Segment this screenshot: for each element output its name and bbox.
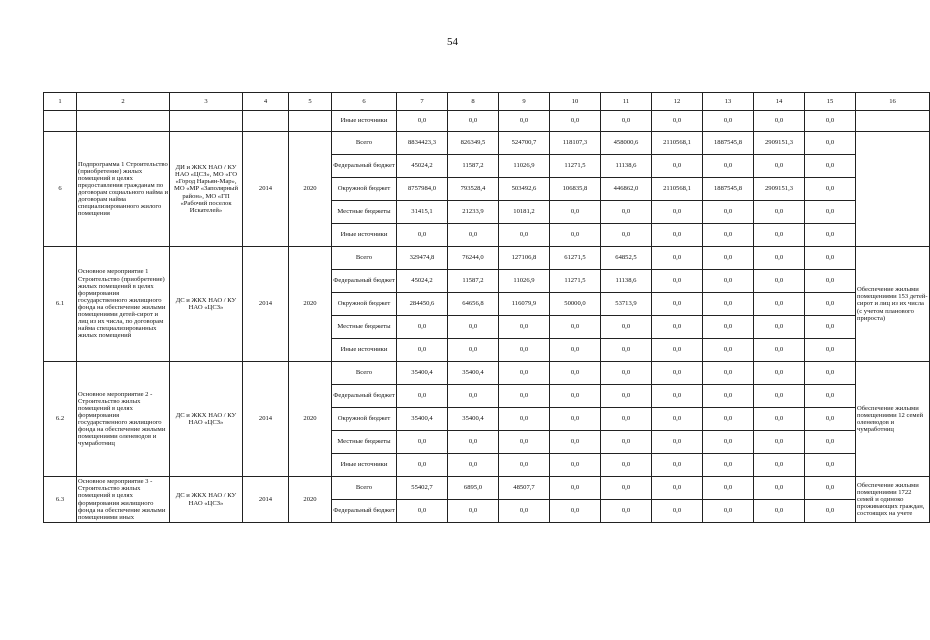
value-cell: 0,0 <box>601 408 652 431</box>
column-header: 10 <box>550 93 601 111</box>
value-cell: 0,0 <box>703 247 754 270</box>
value-cell: 64852,5 <box>601 247 652 270</box>
value-cell: 11587,2 <box>448 155 499 178</box>
value-cell: 0,0 <box>703 111 754 132</box>
value-cell: 0,0 <box>499 362 550 385</box>
value-cell: 0,0 <box>652 247 703 270</box>
value-cell: 329474,8 <box>397 247 448 270</box>
expected-result: Обеспечение жилыми помещениями 153 детей-сирот и лиц из их числа (с учетом планового прироста) <box>856 247 930 362</box>
value-cell: 0,0 <box>652 201 703 224</box>
value-cell: 0,0 <box>601 454 652 477</box>
column-header: 15 <box>805 93 856 111</box>
funding-source: Иные источники <box>332 224 397 247</box>
empty-cell <box>77 111 170 132</box>
value-cell: 0,0 <box>754 224 805 247</box>
value-cell: 0,0 <box>448 224 499 247</box>
start-year: 2014 <box>243 132 289 247</box>
value-cell: 0,0 <box>397 224 448 247</box>
empty-cell <box>243 111 289 132</box>
value-cell: 0,0 <box>550 111 601 132</box>
column-header: 8 <box>448 93 499 111</box>
value-cell: 0,0 <box>652 362 703 385</box>
value-cell: 0,0 <box>805 385 856 408</box>
value-cell: 0,0 <box>805 224 856 247</box>
value-cell: 0,0 <box>397 385 448 408</box>
start-year: 2014 <box>243 477 289 523</box>
value-cell: 0,0 <box>601 500 652 523</box>
value-cell: 0,0 <box>550 431 601 454</box>
end-year: 2020 <box>289 477 332 523</box>
value-cell: 0,0 <box>703 500 754 523</box>
value-cell: 0,0 <box>550 201 601 224</box>
value-cell: 0,0 <box>448 111 499 132</box>
funding-source: Местные бюджеты <box>332 316 397 339</box>
value-cell: 0,0 <box>805 201 856 224</box>
value-cell: 50000,0 <box>550 293 601 316</box>
column-header: 9 <box>499 93 550 111</box>
value-cell: 0,0 <box>805 431 856 454</box>
value-cell: 0,0 <box>397 500 448 523</box>
value-cell: 0,0 <box>397 454 448 477</box>
value-cell: 0,0 <box>652 111 703 132</box>
value-cell: 0,0 <box>652 224 703 247</box>
value-cell: 0,0 <box>601 385 652 408</box>
value-cell: 0,0 <box>448 500 499 523</box>
value-cell: 0,0 <box>652 270 703 293</box>
value-cell: 0,0 <box>703 454 754 477</box>
value-cell: 48507,7 <box>499 477 550 500</box>
funding-source: Окружной бюджет <box>332 178 397 201</box>
value-cell: 0,0 <box>448 339 499 362</box>
value-cell: 31415,1 <box>397 201 448 224</box>
value-cell: 106835,8 <box>550 178 601 201</box>
value-cell: 76244,0 <box>448 247 499 270</box>
value-cell: 0,0 <box>754 201 805 224</box>
row-number: 6.2 <box>44 362 77 477</box>
value-cell: 21233,9 <box>448 201 499 224</box>
value-cell: 0,0 <box>652 155 703 178</box>
funding-source: Иные источники <box>332 339 397 362</box>
value-cell: 0,0 <box>397 431 448 454</box>
start-year: 2014 <box>243 362 289 477</box>
value-cell: 0,0 <box>805 454 856 477</box>
value-cell: 0,0 <box>448 385 499 408</box>
value-cell: 0,0 <box>754 247 805 270</box>
value-cell: 0,0 <box>499 385 550 408</box>
column-header: 4 <box>243 93 289 111</box>
value-cell: 0,0 <box>499 454 550 477</box>
value-cell: 0,0 <box>703 477 754 500</box>
value-cell: 0,0 <box>550 477 601 500</box>
value-cell: 0,0 <box>601 431 652 454</box>
value-cell: 0,0 <box>550 500 601 523</box>
column-header: 5 <box>289 93 332 111</box>
end-year: 2020 <box>289 132 332 247</box>
funding-source: Федеральный бюджет <box>332 500 397 523</box>
table-row <box>44 247 930 270</box>
header-row <box>44 93 930 111</box>
value-cell: 0,0 <box>805 339 856 362</box>
measure-title: Основное мероприятие 1 Строительство (приобретение) жилых помещений в целях формирования государственного жилищного фонда на обеспечение жилыми помещениями детей-сирот и лиц из их числа, по договорам найма специализированных жилых помещений <box>77 247 170 362</box>
value-cell: 0,0 <box>754 408 805 431</box>
value-cell: 1887545,8 <box>703 178 754 201</box>
column-header: 14 <box>754 93 805 111</box>
value-cell: 0,0 <box>754 316 805 339</box>
value-cell: 2110568,1 <box>652 178 703 201</box>
value-cell: 0,0 <box>754 385 805 408</box>
value-cell: 2110568,1 <box>652 132 703 155</box>
value-cell: 0,0 <box>601 111 652 132</box>
value-cell: 0,0 <box>652 408 703 431</box>
value-cell: 0,0 <box>397 316 448 339</box>
page-number: 54 <box>447 36 458 48</box>
value-cell: 0,0 <box>550 408 601 431</box>
value-cell: 116079,9 <box>499 293 550 316</box>
measure-title: Основное мероприятие 2 - Строительство жилых помещений в целях формирования государственного жилищного фонда на обеспечение жилыми помещениями оленеводов и чумработниц <box>77 362 170 477</box>
value-cell: 11138,6 <box>601 155 652 178</box>
funding-source: Всего <box>332 132 397 155</box>
value-cell: 0,0 <box>652 454 703 477</box>
value-cell: 2909151,3 <box>754 132 805 155</box>
value-cell: 0,0 <box>703 339 754 362</box>
value-cell: 0,0 <box>805 362 856 385</box>
value-cell: 11026,9 <box>499 155 550 178</box>
value-cell: 61271,5 <box>550 247 601 270</box>
value-cell: 0,0 <box>754 111 805 132</box>
value-cell: 0,0 <box>805 293 856 316</box>
value-cell: 0,0 <box>550 339 601 362</box>
funding-source: Иные источники <box>332 454 397 477</box>
value-cell: 0,0 <box>448 431 499 454</box>
value-cell: 0,0 <box>805 316 856 339</box>
value-cell: 0,0 <box>754 362 805 385</box>
value-cell: 53713,9 <box>601 293 652 316</box>
empty-cell <box>170 111 243 132</box>
value-cell: 0,0 <box>754 155 805 178</box>
value-cell: 0,0 <box>754 270 805 293</box>
column-header: 2 <box>77 93 170 111</box>
value-cell: 10181,2 <box>499 201 550 224</box>
row-number: 6 <box>44 132 77 247</box>
value-cell: 45024,2 <box>397 270 448 293</box>
table-row <box>44 362 930 385</box>
value-cell: 0,0 <box>601 362 652 385</box>
value-cell: 0,0 <box>703 293 754 316</box>
value-cell: 0,0 <box>550 454 601 477</box>
value-cell: 0,0 <box>601 201 652 224</box>
value-cell: 35400,4 <box>397 408 448 431</box>
value-cell: 0,0 <box>754 500 805 523</box>
value-cell: 0,0 <box>601 316 652 339</box>
column-header: 13 <box>703 93 754 111</box>
value-cell: 1887545,8 <box>703 132 754 155</box>
executor: ДС и ЖКХ НАО / КУ НАО «ЦСЗ» <box>170 247 243 362</box>
executor: ДС и ЖКХ НАО / КУ НАО «ЦСЗ» <box>170 362 243 477</box>
value-cell: 11587,2 <box>448 270 499 293</box>
start-year: 2014 <box>243 247 289 362</box>
value-cell: 0,0 <box>448 454 499 477</box>
funding-source: Федеральный бюджет <box>332 155 397 178</box>
value-cell: 0,0 <box>805 132 856 155</box>
funding-source: Окружной бюджет <box>332 293 397 316</box>
table-row <box>44 477 930 500</box>
value-cell: 0,0 <box>499 431 550 454</box>
value-cell: 0,0 <box>550 224 601 247</box>
value-cell: 0,0 <box>754 339 805 362</box>
funding-source: Местные бюджеты <box>332 201 397 224</box>
value-cell: 0,0 <box>448 316 499 339</box>
value-cell: 0,0 <box>601 339 652 362</box>
value-cell: 0,0 <box>805 477 856 500</box>
value-cell: 11271,5 <box>550 155 601 178</box>
value-cell: 0,0 <box>703 362 754 385</box>
value-cell: 0,0 <box>703 201 754 224</box>
end-year: 2020 <box>289 247 332 362</box>
funding-source: Федеральный бюджет <box>332 270 397 293</box>
budget-table <box>43 92 930 523</box>
value-cell: 0,0 <box>703 408 754 431</box>
column-header: 12 <box>652 93 703 111</box>
value-cell: 0,0 <box>652 477 703 500</box>
value-cell: 0,0 <box>652 431 703 454</box>
value-cell: 524700,7 <box>499 132 550 155</box>
value-cell: 0,0 <box>499 339 550 362</box>
value-cell: 35400,4 <box>448 408 499 431</box>
value-cell: 0,0 <box>754 477 805 500</box>
value-cell: 0,0 <box>652 500 703 523</box>
column-header: 7 <box>397 93 448 111</box>
value-cell: 11271,5 <box>550 270 601 293</box>
value-cell: 2909151,3 <box>754 178 805 201</box>
value-cell: 458000,6 <box>601 132 652 155</box>
value-cell: 0,0 <box>805 155 856 178</box>
value-cell: 446862,0 <box>601 178 652 201</box>
executor: ДС и ЖКХ НАО / КУ НАО «ЦСЗ» <box>170 477 243 523</box>
value-cell: 0,0 <box>754 293 805 316</box>
value-cell: 8834423,3 <box>397 132 448 155</box>
value-cell: 0,0 <box>652 339 703 362</box>
table-row <box>44 132 930 155</box>
value-cell: 0,0 <box>550 316 601 339</box>
value-cell: 0,0 <box>652 316 703 339</box>
expected-result: Обеспечение жилыми помещениями 12 семей оленеводов и чумработниц <box>856 362 930 477</box>
empty-cell <box>44 111 77 132</box>
column-header: 11 <box>601 93 652 111</box>
value-cell: 793528,4 <box>448 178 499 201</box>
value-cell: 11138,6 <box>601 270 652 293</box>
value-cell: 0,0 <box>703 316 754 339</box>
value-cell: 503492,6 <box>499 178 550 201</box>
value-cell: 55402,7 <box>397 477 448 500</box>
value-cell: 0,0 <box>805 178 856 201</box>
measure-title: Основное мероприятие 3 - Строительство жилых помещений в целях формирования жилищного фонда на обеспечение жилыми помещениями иных <box>77 477 170 523</box>
column-header: 3 <box>170 93 243 111</box>
value-cell: 45024,2 <box>397 155 448 178</box>
column-header: 1 <box>44 93 77 111</box>
funding-source: Всего <box>332 477 397 500</box>
value-cell: 127106,8 <box>499 247 550 270</box>
expected-result <box>856 132 930 247</box>
row-number: 6.1 <box>44 247 77 362</box>
table-row <box>44 111 930 132</box>
value-cell: 0,0 <box>703 385 754 408</box>
empty-cell <box>289 111 332 132</box>
value-cell: 6895,0 <box>448 477 499 500</box>
value-cell: 0,0 <box>703 224 754 247</box>
executor: ДИ и ЖКХ НАО / КУ НАО «ЦСЗ», МО «ГО «Город Нарьян-Мар», МО «МР «Заполярный район», МО «ГП «Рабочий поселок Искателей» <box>170 132 243 247</box>
column-header: 6 <box>332 93 397 111</box>
value-cell: 0,0 <box>499 408 550 431</box>
value-cell: 8757984,0 <box>397 178 448 201</box>
empty-cell <box>856 111 930 132</box>
row-number: 6.3 <box>44 477 77 523</box>
value-cell: 0,0 <box>805 408 856 431</box>
value-cell: 0,0 <box>703 431 754 454</box>
value-cell: 0,0 <box>805 500 856 523</box>
value-cell: 0,0 <box>703 270 754 293</box>
value-cell: 0,0 <box>397 111 448 132</box>
value-cell: 0,0 <box>652 293 703 316</box>
value-cell: 0,0 <box>601 224 652 247</box>
value-cell: 0,0 <box>601 477 652 500</box>
value-cell: 11026,9 <box>499 270 550 293</box>
value-cell: 35400,4 <box>448 362 499 385</box>
value-cell: 0,0 <box>703 155 754 178</box>
value-cell: 0,0 <box>550 385 601 408</box>
expected-result: Обеспечение жилыми помещениями 1722 семей и одиноко проживающих граждан, состоящих на учете <box>856 477 930 523</box>
measure-title: Подпрограмма 1 Строительство (приобретение) жилых помещений в целях предоставления гражданам по договорам социального найма и договорам найма специализированного жилого помещения <box>77 132 170 247</box>
value-cell: 0,0 <box>805 270 856 293</box>
funding-source: Иные источники <box>332 111 397 132</box>
value-cell: 0,0 <box>499 111 550 132</box>
value-cell: 0,0 <box>550 362 601 385</box>
value-cell: 0,0 <box>754 431 805 454</box>
value-cell: 35400,4 <box>397 362 448 385</box>
funding-source: Всего <box>332 247 397 270</box>
funding-source: Всего <box>332 362 397 385</box>
value-cell: 0,0 <box>499 224 550 247</box>
value-cell: 0,0 <box>805 247 856 270</box>
value-cell: 826349,5 <box>448 132 499 155</box>
value-cell: 0,0 <box>499 500 550 523</box>
end-year: 2020 <box>289 362 332 477</box>
funding-source: Окружной бюджет <box>332 408 397 431</box>
funding-source: Федеральный бюджет <box>332 385 397 408</box>
value-cell: 118107,3 <box>550 132 601 155</box>
value-cell: 0,0 <box>652 385 703 408</box>
value-cell: 0,0 <box>805 111 856 132</box>
value-cell: 64656,8 <box>448 293 499 316</box>
value-cell: 0,0 <box>499 316 550 339</box>
column-header: 16 <box>856 93 930 111</box>
value-cell: 284450,6 <box>397 293 448 316</box>
value-cell: 0,0 <box>754 454 805 477</box>
value-cell: 0,0 <box>397 339 448 362</box>
funding-source: Местные бюджеты <box>332 431 397 454</box>
